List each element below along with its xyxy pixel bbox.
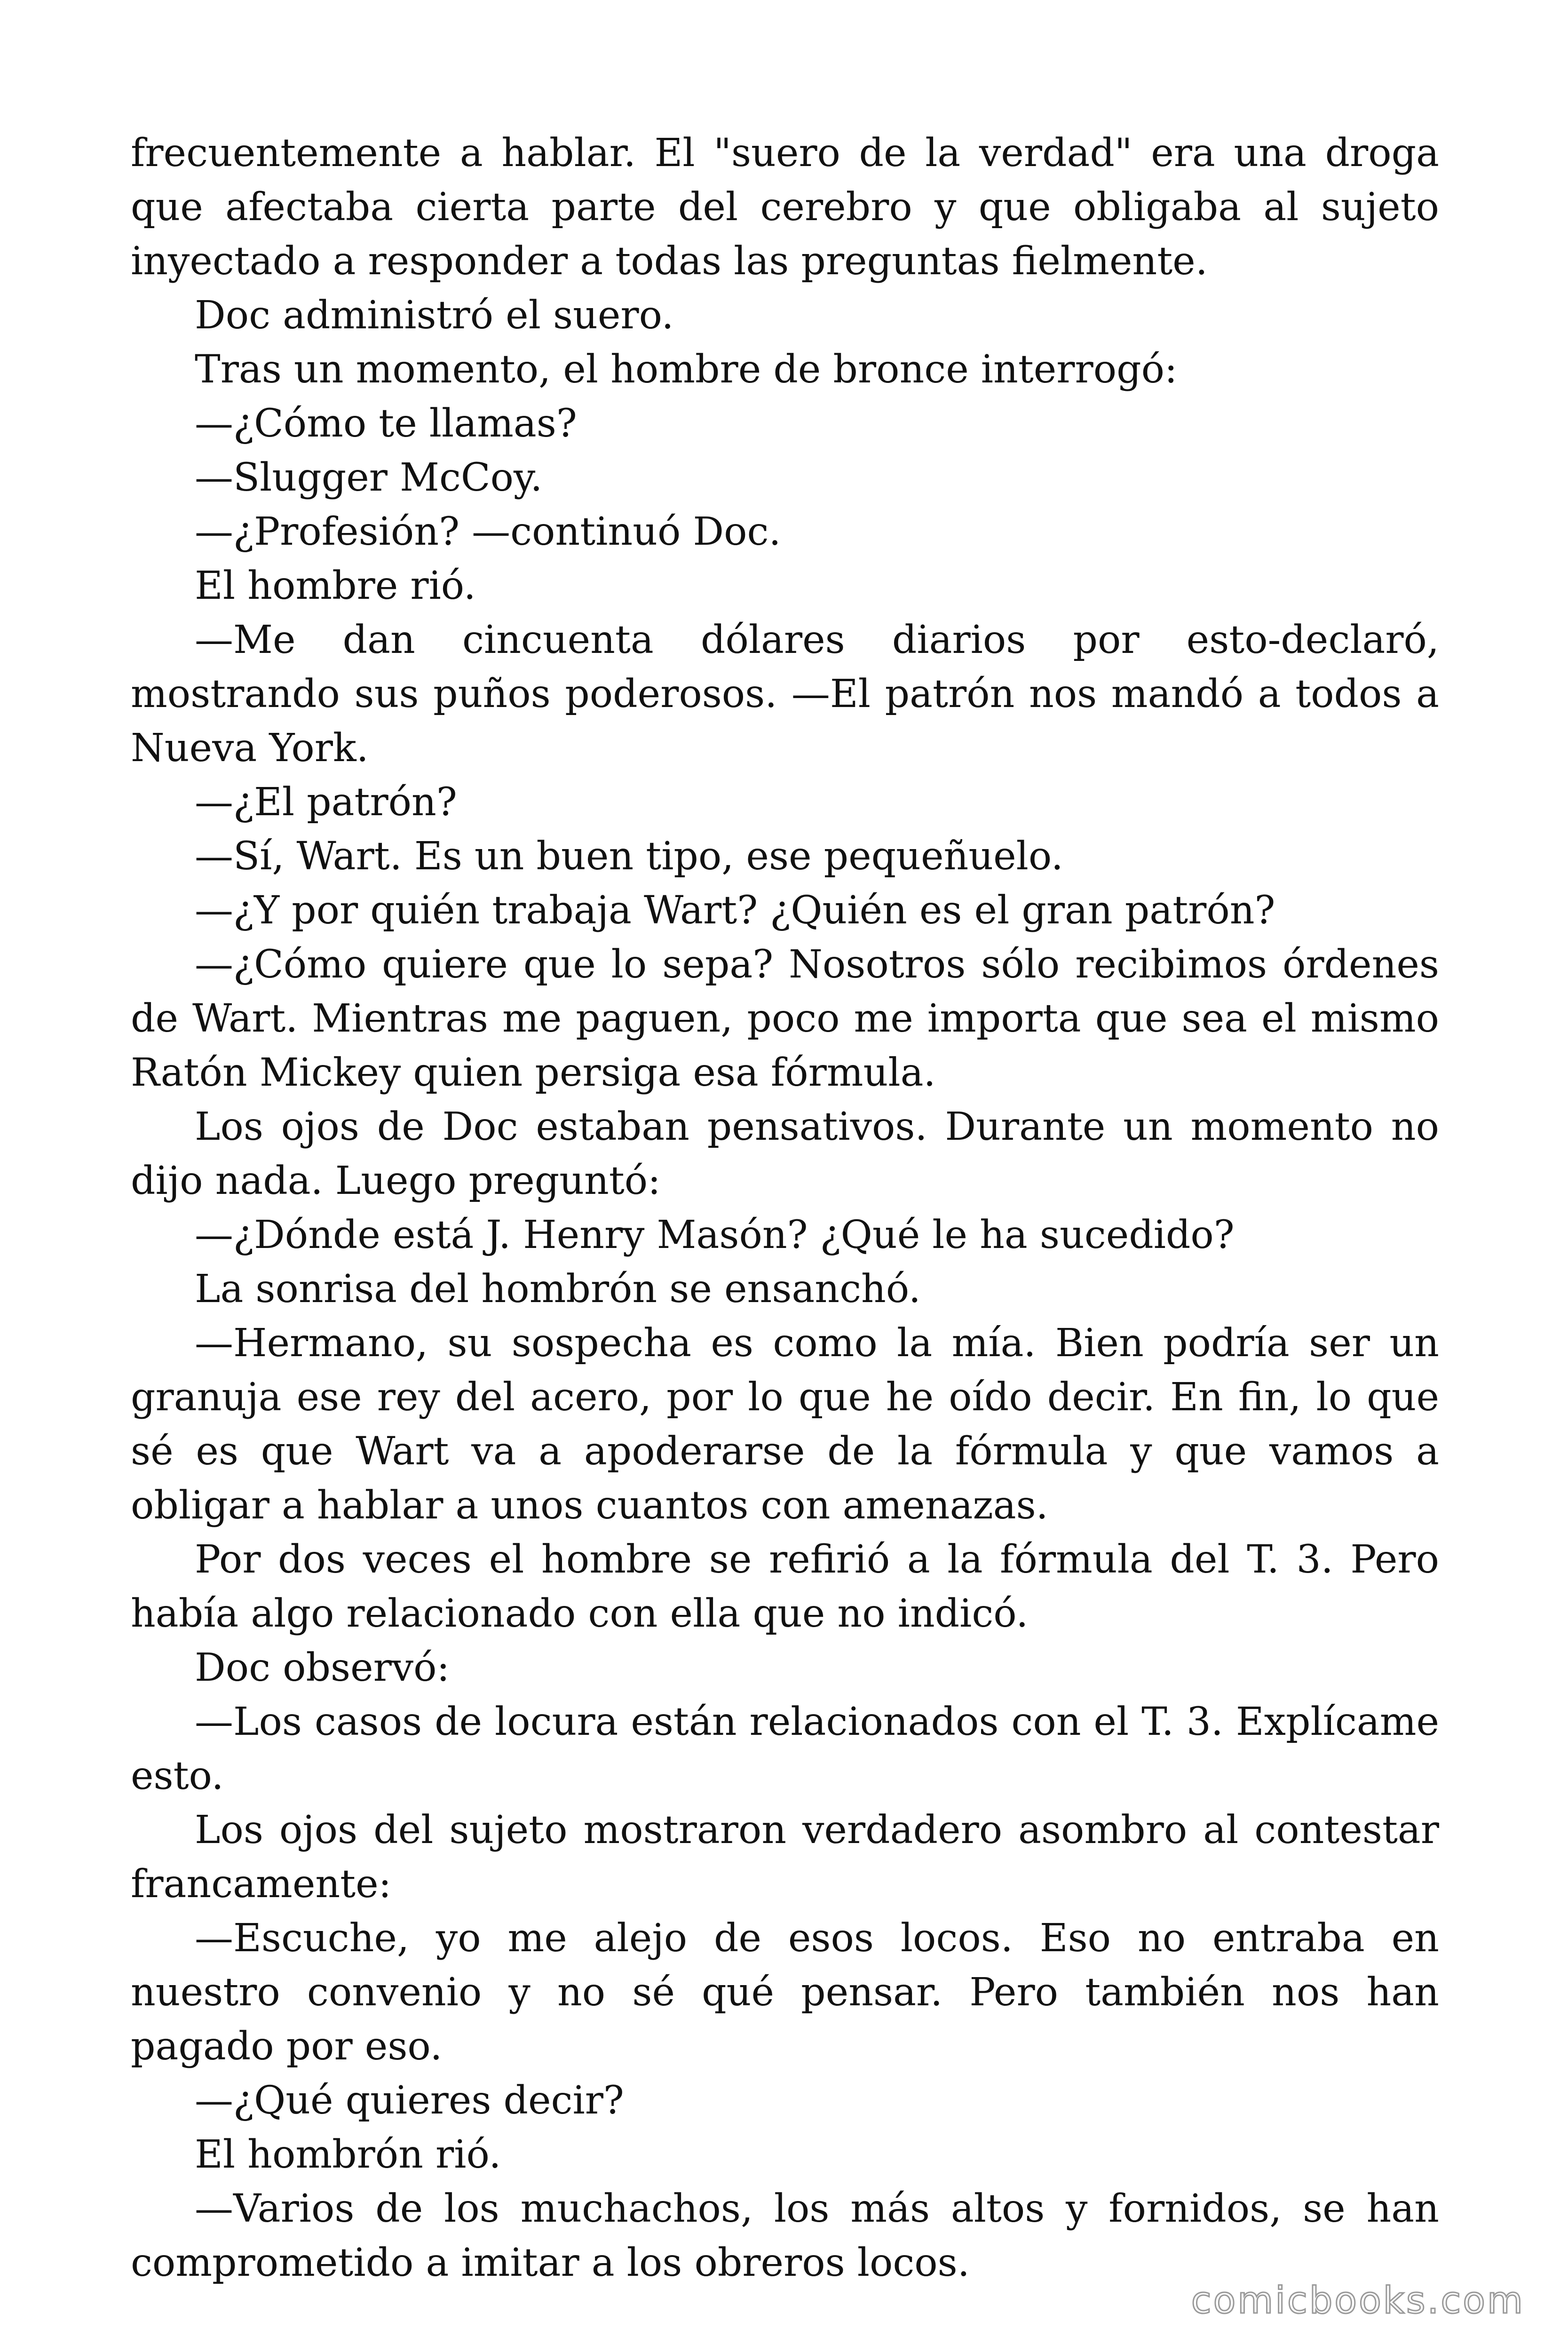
paragraph: —¿Cómo te llamas? xyxy=(195,401,577,446)
paragraph: Los ojos del sujeto mostraron verdadero asombro al contestar francamente: xyxy=(131,1808,1439,1907)
paragraph: —Hermano, su sospecha es como la mía. Bien podría ser un granuja ese rey del acero, por lo que he oído decir. En fin, lo que sé es que Wart va a apoderarse de la fórmula y que vamos a obligar a hablar a unos cuantos con amenazas. xyxy=(131,1321,1439,1528)
paragraph: Doc observó: xyxy=(195,1645,450,1690)
watermark: comicbooks.com xyxy=(1191,2280,1525,2322)
paragraph: —¿Qué quieres decir? xyxy=(195,2078,624,2123)
paragraph: —Slugger McCoy. xyxy=(195,455,543,500)
page-text xyxy=(131,126,1439,2290)
paragraph: Los ojos de Doc estaban pensativos. Durante un momento no dijo nada. Luego preguntó: xyxy=(131,1104,1439,1203)
paragraph: frecuentemente a hablar. El "suero de la verdad" era una droga que afectaba cierta parte del cerebro y que obligaba al sujeto inyectado a responder a todas las preguntas fielmente. xyxy=(131,131,1439,284)
paragraph: —¿El patrón? xyxy=(195,780,457,825)
paragraph: —Sí, Wart. Es un buen tipo, ese pequeñuelo. xyxy=(195,834,1063,879)
paragraph: Por dos veces el hombre se refirió a la fórmula del T. 3. Pero había algo relacionado con ella que no indicó. xyxy=(131,1537,1439,1636)
paragraph: Tras un momento, el hombre de bronce interrogó: xyxy=(195,347,1178,392)
paragraph: El hombrón rió. xyxy=(195,2132,501,2177)
paragraph: —Me dan cincuenta dólares diarios por esto-declaró, mostrando sus puños poderosos. —El patrón nos mandó a todos a Nueva York. xyxy=(131,618,1439,771)
paragraph: —Los casos de locura están relacionados con el T. 3. Explícame esto. xyxy=(131,1700,1439,1798)
paragraph: El hombre rió. xyxy=(195,564,476,608)
paragraph: La sonrisa del hombrón se ensanchó. xyxy=(195,1267,921,1311)
paragraph: —¿Dónde está J. Henry Masón? ¿Qué le ha sucedido? xyxy=(195,1213,1235,1257)
paragraph: Doc administró el suero. xyxy=(195,293,674,338)
paragraph: —Escuche, yo me alejo de esos locos. Eso no entraba en nuestro convenio y no sé qué pensar. Pero también nos han pagado por eso. xyxy=(131,1916,1439,2069)
paragraph: —¿Y por quién trabaja Wart? ¿Quién es el gran patrón? xyxy=(195,888,1275,933)
paragraph: —¿Profesión? —continuó Doc. xyxy=(195,509,781,554)
paragraph: —¿Cómo quiere que lo sepa? Nosotros sólo recibimos órdenes de Wart. Mientras me paguen, poco me importa que sea el mismo Ratón Mickey quien persiga esa fórmula. xyxy=(131,942,1439,1095)
paragraph: —Varios de los muchachos, los más altos y fornidos, se han comprometido a imitar a los obreros locos. xyxy=(131,2186,1439,2285)
